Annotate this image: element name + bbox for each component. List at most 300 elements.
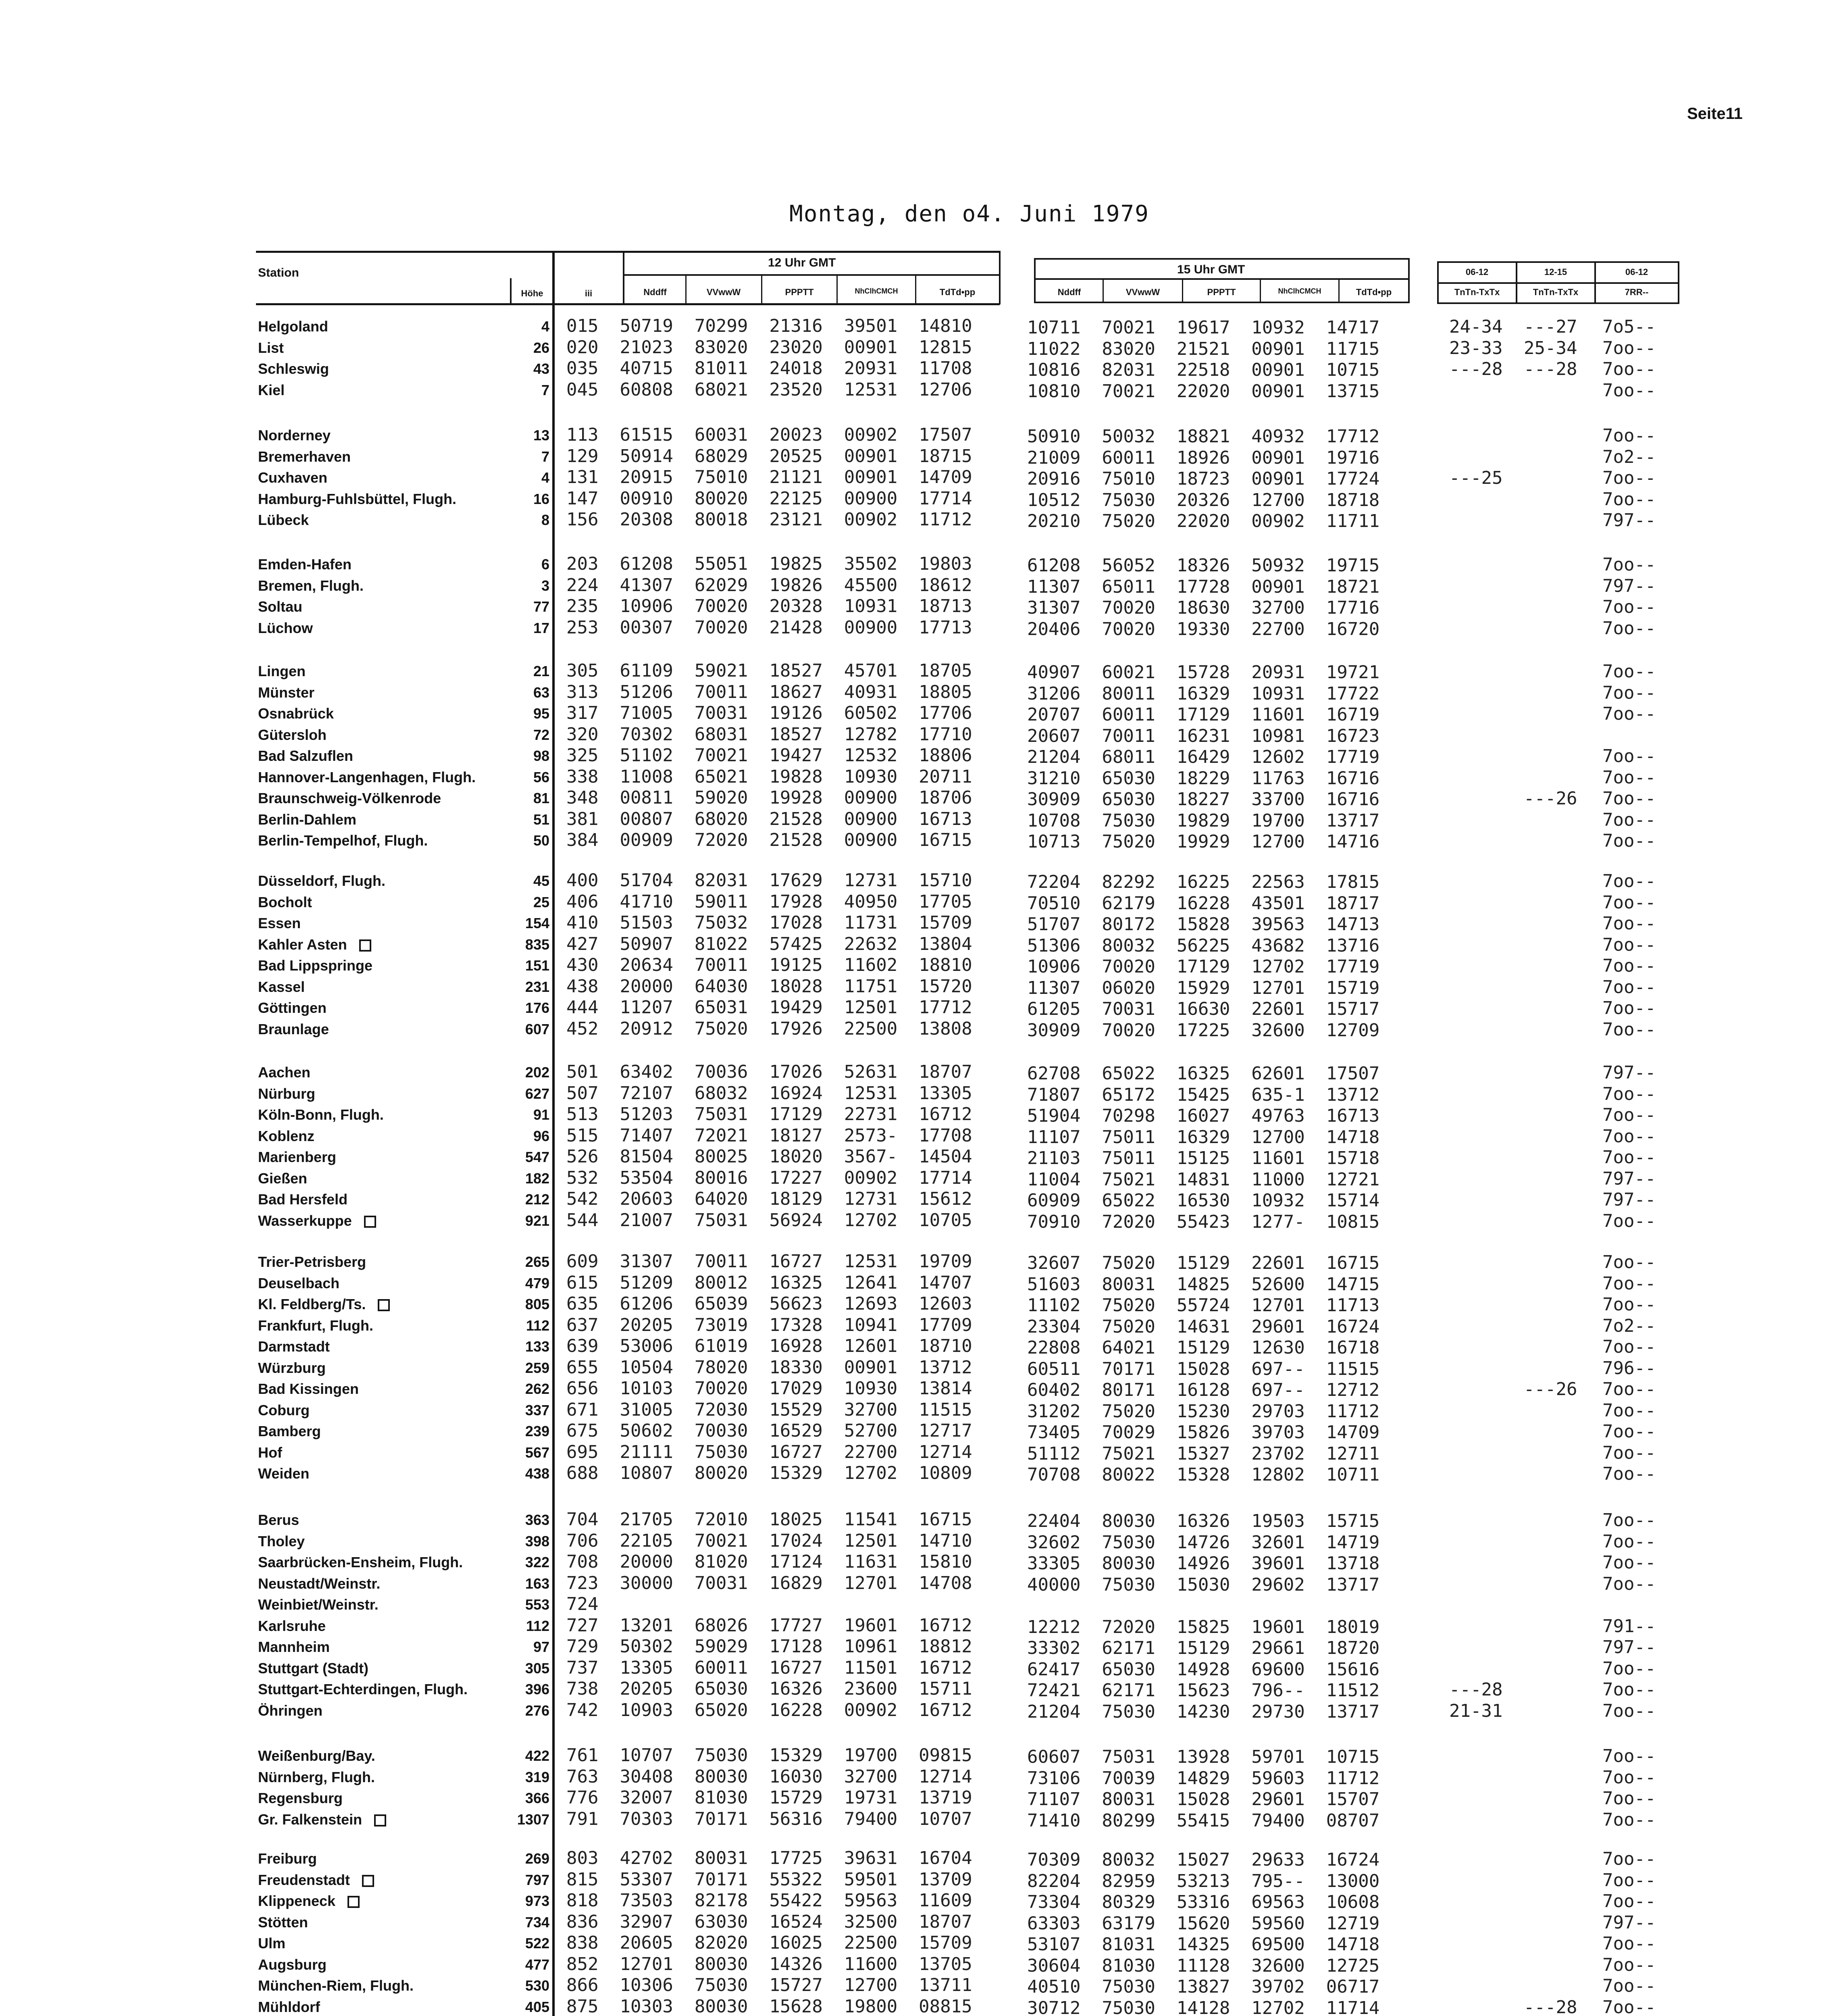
station-name: Hannover-Langenhagen, Flugh. <box>258 768 476 785</box>
station-name: Berus <box>258 1512 300 1528</box>
station-height: 522 <box>525 1935 549 1951</box>
header-12-cloud: NhClhCMCH <box>855 287 898 295</box>
obs-15-gmt: 60607 75031 13928 59701 10715 <box>1027 1747 1380 1767</box>
obs-12-gmt: 045 60808 68021 23520 12531 12706 <box>566 379 972 400</box>
obs-15-gmt: 21103 75011 15125 11601 15718 <box>1027 1148 1380 1168</box>
obs-15-gmt: 40510 75030 13827 39702 06717 <box>1027 1976 1380 1997</box>
extreme-top-rule <box>1437 261 1679 263</box>
range-12-15: 25-34 <box>1524 337 1577 358</box>
header-15-nddff: Nddff <box>1057 287 1081 297</box>
range-06-12-rr: 7oo-- <box>1602 1337 1656 1357</box>
obs-15-gmt: 21009 60011 18926 00901 19716 <box>1027 447 1380 468</box>
station-height: 154 <box>525 915 549 931</box>
station-name: Kl. Feldberg/Ts. <box>258 1296 390 1312</box>
station-name: Nürnberg, Flugh. <box>258 1768 375 1785</box>
extreme-sep-1 <box>1516 261 1517 304</box>
station-height: 6 <box>541 556 549 573</box>
station-height: 112 <box>526 1617 549 1634</box>
obs-12-gmt: 147 00910 80020 22125 00900 17714 <box>566 488 972 509</box>
obs-12-gmt: 410 51503 75032 17028 11731 15709 <box>566 912 972 933</box>
station-height: 16 <box>533 490 549 507</box>
station-name: Emden-Hafen <box>258 556 352 573</box>
station-name: Trier-Petrisberg <box>258 1254 366 1270</box>
range-06-12-rr: 7o5-- <box>1602 317 1656 337</box>
obs-12-gmt: 737 13305 60011 16727 11501 16712 <box>566 1657 972 1678</box>
station-height: 21 <box>533 663 549 679</box>
obs-12-gmt: 427 50907 81022 57425 22632 13804 <box>566 933 972 954</box>
obs-12-gmt: 818 73503 82178 55422 59563 11609 <box>566 1890 972 1911</box>
col-sep-1 <box>685 275 687 304</box>
range-06-12-rr: 7oo-- <box>1602 1294 1656 1315</box>
obs-15-gmt: 30604 81030 11128 32600 12725 <box>1027 1955 1380 1976</box>
obs-15-gmt: 51707 80172 15828 39563 14713 <box>1027 914 1380 935</box>
header-top-rule <box>256 251 1000 253</box>
station-height: 366 <box>525 1790 549 1806</box>
obs-12-gmt: 015 50719 70299 21316 39501 14810 <box>566 316 972 336</box>
station-name: Nürburg <box>258 1085 315 1102</box>
obs-12-gmt: 635 61206 65039 56623 12693 12603 <box>566 1293 972 1314</box>
obs-12-gmt: 406 41710 59011 17928 40950 17705 <box>566 891 972 912</box>
station-name: Lübeck <box>258 512 309 528</box>
obs-15-gmt: 73106 70039 14829 59603 11712 <box>1027 1768 1380 1789</box>
station-name: Kiel <box>258 381 285 398</box>
obs-15-gmt: 10906 70020 17129 12702 17719 <box>1027 956 1380 977</box>
obs-15-gmt: 33305 80030 14926 39601 13718 <box>1027 1553 1380 1574</box>
station-name: Berlin-Dahlem <box>258 811 357 828</box>
col-sep-4 <box>915 275 916 304</box>
obs-15-gmt: 70510 62179 16228 43501 18717 <box>1027 893 1380 914</box>
station-name: Bad Kissingen <box>258 1381 359 1397</box>
range-06-12-rr: 797-- <box>1602 1637 1656 1658</box>
station-height: 269 <box>525 1850 549 1867</box>
station-height: 56 <box>533 768 549 785</box>
obs-12-gmt: 253 00307 70020 21428 00900 17713 <box>566 617 972 638</box>
station-name: Bad Salzuflen <box>258 748 354 764</box>
range-06-12-rr: 7oo-- <box>1602 359 1656 379</box>
obs-15-gmt: 21204 68011 16429 12602 17719 <box>1027 747 1380 767</box>
range-06-12: ---28 <box>1449 359 1503 379</box>
obs-15-gmt: 60402 80171 16128 697-- 12712 <box>1027 1380 1380 1400</box>
range-06-12-rr: 7oo-- <box>1602 934 1656 955</box>
obs-15-gmt: 61208 56052 18326 50932 19715 <box>1027 555 1380 576</box>
obs-15-gmt: 20406 70020 19330 22700 16720 <box>1027 619 1380 639</box>
station-name: Ulm <box>258 1935 286 1951</box>
station-height: 97 <box>533 1639 549 1655</box>
obs-15-gmt: 31206 80011 16329 10931 17722 <box>1027 683 1380 704</box>
obs-15-gmt: 61205 70031 16630 22601 15717 <box>1027 999 1380 1019</box>
range-06-12-rr: 7oo-- <box>1602 682 1656 703</box>
col15-sep-1 <box>1103 279 1104 302</box>
obs-12-gmt: 655 10504 78020 18330 00901 13712 <box>566 1357 972 1378</box>
range-06-12-rr: 7oo-- <box>1602 1679 1656 1700</box>
range-06-12-rr: 7oo-- <box>1602 1147 1656 1168</box>
station-name: Wasserkuppe <box>258 1213 376 1229</box>
obs-15-gmt: 72204 82292 16225 22563 17815 <box>1027 872 1380 892</box>
station-height: 259 <box>525 1359 549 1376</box>
station-height: 4 <box>541 469 549 486</box>
station-height: 567 <box>525 1444 549 1461</box>
range-06-12-rr: 7oo-- <box>1602 831 1656 851</box>
header-range-2-sub: TnTn-TxTx <box>1533 287 1579 297</box>
station-height: 112 <box>526 1317 549 1334</box>
range-06-12-rr: 797-- <box>1602 1168 1656 1189</box>
obs-15-gmt: 33302 62171 15129 29661 18720 <box>1027 1638 1380 1658</box>
station-name: Bad Lippspringe <box>258 957 373 974</box>
station-height: 98 <box>533 748 549 764</box>
obs-15-gmt: 22808 64021 15129 12630 16718 <box>1027 1337 1380 1358</box>
header-12-dew: TdTd•pp <box>939 287 976 297</box>
range-06-12-rr: 797-- <box>1602 1189 1656 1210</box>
obs-15-gmt: 32607 75020 15129 22601 16715 <box>1027 1253 1380 1273</box>
col15-sep-3 <box>1260 279 1261 302</box>
range-12-15: ---27 <box>1524 317 1577 337</box>
station-height: 479 <box>525 1275 549 1291</box>
obs-12-gmt: 875 10303 80030 15628 19800 08815 <box>566 1996 972 2016</box>
obs-15-gmt: 32602 75030 14726 32601 14719 <box>1027 1532 1380 1553</box>
range-06-12-rr: 7oo-- <box>1602 913 1656 934</box>
extreme-mid-rule <box>1437 282 1679 284</box>
obs-12-gmt: 791 70303 70171 56316 79400 10707 <box>566 1808 972 1829</box>
header-15-dew: TdTd•pp <box>1356 287 1392 297</box>
station-height: 797 <box>525 1871 549 1888</box>
obs-12-gmt: 532 53504 80016 17227 00902 17714 <box>566 1167 972 1188</box>
station-name: Coburg <box>258 1402 310 1418</box>
obs-12-gmt: 776 32007 81030 15729 19731 13719 <box>566 1787 972 1808</box>
range-06-12-rr: 7oo-- <box>1602 746 1656 766</box>
station-name: Deuselbach <box>258 1275 340 1291</box>
range-06-12-rr: 7oo-- <box>1602 1809 1656 1830</box>
station-height: 212 <box>525 1191 549 1208</box>
obs-15-gmt: 30712 75030 14128 12702 11714 <box>1027 1997 1380 2016</box>
obs-15-gmt: 11004 75021 14831 11000 12721 <box>1027 1169 1380 1190</box>
obs-15-gmt: 11107 75011 16329 12700 14718 <box>1027 1127 1380 1148</box>
station-name: Hamburg-Fuhlsbüttel, Flugh. <box>258 490 456 507</box>
obs-15-gmt: 70309 80032 15027 29633 16724 <box>1027 1849 1380 1870</box>
station-height: 1307 <box>517 1811 549 1828</box>
obs-12-gmt: 452 20912 75020 17926 22500 13808 <box>566 1018 972 1039</box>
station-height: 13 <box>533 427 549 444</box>
obs-15-gmt: 51112 75021 15327 23702 12711 <box>1027 1443 1380 1464</box>
open-square-icon <box>378 1299 390 1311</box>
station-name: Hof <box>258 1444 282 1461</box>
station-name: Mühldorf <box>258 1998 320 2015</box>
header15-bottom-rule <box>1034 302 1409 303</box>
obs-12-gmt: 131 20915 75010 21121 00901 14709 <box>566 467 972 487</box>
range-06-12-rr: 7oo-- <box>1602 1531 1656 1552</box>
obs-12-gmt: 609 31307 70011 16727 12531 19709 <box>566 1251 972 1272</box>
obs-15-gmt: 73304 80329 53316 69563 10608 <box>1027 1892 1380 1912</box>
station-height: 265 <box>525 1254 549 1270</box>
range-06-12-rr: 7oo-- <box>1602 767 1656 788</box>
range-06-12-rr: 7oo-- <box>1602 1976 1656 1996</box>
hoehe-col-rule <box>552 251 555 2016</box>
station-name: Braunschweig-Völkenrode <box>258 790 441 806</box>
page-number: Seite11 <box>1687 105 1743 123</box>
obs-15-gmt: 40000 75030 15030 29602 13717 <box>1027 1574 1380 1595</box>
extreme-right-rule <box>1678 261 1679 304</box>
range-06-12-rr: 7oo-- <box>1602 1954 1656 1975</box>
obs-12-gmt: 501 63402 70036 17026 52631 18707 <box>566 1062 972 1082</box>
range-06-12-rr: 7oo-- <box>1602 1997 1656 2016</box>
header-sub-rule <box>623 274 1000 276</box>
obs-12-gmt: 656 10103 70020 17029 10930 13814 <box>566 1378 972 1399</box>
station-name: Göttingen <box>258 1000 327 1016</box>
page-title: Montag, den o4. Juni 1979 <box>789 201 1149 227</box>
obs-12-gmt: 671 31005 72030 15529 32700 11515 <box>566 1399 972 1420</box>
range-06-12-rr: 7oo-- <box>1602 468 1656 488</box>
range-06-12-rr: 791-- <box>1602 1616 1656 1637</box>
range-06-12-rr: 7oo-- <box>1602 1105 1656 1125</box>
obs-12-gmt: 515 71407 72021 18127 2573- 17708 <box>566 1125 972 1146</box>
range-06-12: 23-33 <box>1449 337 1503 358</box>
obs-12-gmt: 866 10306 75030 15727 12700 13711 <box>566 1975 972 1995</box>
station-height: 151 <box>525 957 549 974</box>
station-name: München-Riem, Flugh. <box>258 1977 414 1994</box>
range-06-12-rr: 7oo-- <box>1602 1126 1656 1147</box>
header-range-2: 12-15 <box>1544 267 1567 277</box>
station-name: Helgoland <box>258 318 329 335</box>
station-name: Soltau <box>258 598 303 615</box>
header-range-3: 06-12 <box>1625 267 1648 277</box>
obs-15-gmt: 31307 70020 18630 32700 17716 <box>1027 598 1380 618</box>
obs-12-gmt: 156 20308 80018 23121 00902 11712 <box>566 509 972 530</box>
station-height: 973 <box>525 1893 549 1909</box>
header-hoehe: Höhe <box>521 288 543 298</box>
obs-15-gmt: 50910 50032 18821 40932 17712 <box>1027 426 1380 447</box>
station-name: Koblenz <box>258 1127 314 1144</box>
obs-15-gmt: 10711 70021 19617 10932 14717 <box>1027 317 1380 338</box>
header-12-vvwww: VVwwW <box>706 287 741 297</box>
range-06-12-rr: 7oo-- <box>1602 1891 1656 1912</box>
col15-sep-2 <box>1182 279 1183 302</box>
obs-12-gmt: 320 70302 68031 18527 12782 17710 <box>566 724 972 745</box>
obs-12-gmt: 444 11207 65031 19429 12501 17712 <box>566 997 972 1018</box>
obs-15-gmt: 71807 65172 15425 635-1 13712 <box>1027 1084 1380 1105</box>
open-square-icon <box>374 1814 386 1826</box>
station-height: 231 <box>525 978 549 995</box>
obs-15-gmt: 53107 81031 14325 69500 14718 <box>1027 1934 1380 1955</box>
station-name: Aachen <box>258 1064 311 1081</box>
obs-15-gmt: 71107 80031 15028 29601 15707 <box>1027 1789 1380 1810</box>
range-06-12-rr: 7oo-- <box>1602 871 1656 891</box>
obs-15-gmt: 51904 70298 16027 49763 16713 <box>1027 1106 1380 1126</box>
range-06-12-rr: 7oo-- <box>1602 1421 1656 1442</box>
obs-15-gmt: 11022 83020 21521 00901 11715 <box>1027 338 1380 359</box>
open-square-icon <box>362 1875 374 1887</box>
obs-15-gmt: 62417 65030 14928 69600 15616 <box>1027 1659 1380 1680</box>
obs-12-gmt: 513 51203 75031 17129 22731 16712 <box>566 1104 972 1125</box>
obs-12-gmt: 113 61515 60031 20023 00902 17507 <box>566 425 972 445</box>
obs-12-gmt: 724 <box>566 1594 599 1614</box>
station-name: Bad Hersfeld <box>258 1191 348 1208</box>
range-06-12: 21-31 <box>1449 1700 1503 1721</box>
range-06-12-rr: 7oo-- <box>1602 1767 1656 1788</box>
col15-sep-4 <box>1338 279 1340 302</box>
obs-12-gmt: 836 32907 63030 16524 32500 18707 <box>566 1911 972 1932</box>
range-06-12-rr: 7oo-- <box>1602 1788 1656 1809</box>
header15-sub-rule <box>1034 278 1409 280</box>
header-bottom-rule <box>256 303 1000 305</box>
obs-15-gmt: 60511 70171 15028 697-- 11515 <box>1027 1358 1380 1379</box>
station-height: 81 <box>533 790 549 806</box>
extreme-sep-2 <box>1594 261 1596 304</box>
station-name: Augsburg <box>258 1956 327 1973</box>
obs-15-gmt: 20607 70011 16231 10981 16723 <box>1027 725 1380 746</box>
station-name: Frankfurt, Flugh. <box>258 1317 373 1334</box>
station-name: Köln-Bonn, Flugh. <box>258 1106 384 1123</box>
range-12-15: ---26 <box>1524 1379 1577 1400</box>
header-range-1: 06-12 <box>1465 267 1489 277</box>
obs-12-gmt: 706 22105 70021 17024 12501 14710 <box>566 1530 972 1551</box>
station-name: Weiden <box>258 1465 310 1482</box>
obs-12-gmt: 688 10807 80020 15329 12702 10809 <box>566 1463 972 1483</box>
station-height: 363 <box>525 1512 549 1528</box>
obs-12-gmt: 384 00909 72020 21528 00900 16715 <box>566 830 972 850</box>
range-06-12-rr: 7oo-- <box>1602 704 1656 724</box>
station-height: 77 <box>533 598 549 615</box>
station-name: Gr. Falkenstein <box>258 1812 386 1828</box>
obs-15-gmt: 20916 75010 18723 00901 17724 <box>1027 469 1380 489</box>
station-height: 72 <box>533 726 549 743</box>
range-06-12-rr: 7oo-- <box>1602 337 1656 358</box>
header-range-1-sub: TnTn-TxTx <box>1454 287 1500 297</box>
station-height: 405 <box>525 1998 549 2015</box>
col-sep-2 <box>761 275 762 304</box>
station-height: 607 <box>525 1020 549 1037</box>
range-06-12-rr: 7oo-- <box>1602 809 1656 830</box>
range-06-12: ---25 <box>1449 468 1503 488</box>
station-height: 25 <box>533 893 549 910</box>
station-height: 17 <box>533 619 549 636</box>
station-height: 921 <box>525 1212 549 1229</box>
obs-12-gmt: 400 51704 82031 17629 12731 15710 <box>566 870 972 891</box>
header15-right-rule <box>1408 258 1410 303</box>
obs-15-gmt: 22404 80030 16326 19503 15715 <box>1027 1511 1380 1531</box>
station-height: 438 <box>525 1465 549 1482</box>
obs-12-gmt: 313 51206 70011 18627 40931 18805 <box>566 681 972 702</box>
range-06-12-rr: 7oo-- <box>1602 1252 1656 1272</box>
range-06-12-rr: 797-- <box>1602 575 1656 596</box>
obs-12-gmt: 815 53307 70171 55322 59501 13709 <box>566 1869 972 1890</box>
range-06-12-rr: 7oo-- <box>1602 1658 1656 1679</box>
obs-12-gmt: 727 13201 68026 17727 19601 16712 <box>566 1615 972 1636</box>
station-height: 8 <box>541 512 549 528</box>
range-06-12-rr: 7oo-- <box>1602 977 1656 998</box>
obs-12-gmt: 695 21111 75030 16727 22700 12714 <box>566 1441 972 1462</box>
station-col-rule <box>510 278 512 304</box>
obs-15-gmt: 73405 70029 15826 39703 14709 <box>1027 1422 1380 1443</box>
station-height: 95 <box>533 705 549 722</box>
range-12-15: ---28 <box>1524 359 1577 379</box>
obs-15-gmt: 60909 65022 16530 10932 15714 <box>1027 1190 1380 1211</box>
station-name: Mannheim <box>258 1639 330 1655</box>
station-height: 51 <box>533 811 549 828</box>
station-height: 96 <box>533 1127 549 1144</box>
station-name: Weinbiet/Weinstr. <box>258 1596 379 1613</box>
obs-15-gmt: 70708 80022 15328 12802 10711 <box>1027 1464 1380 1485</box>
obs-12-gmt: 129 50914 68029 20525 00901 18715 <box>566 446 972 467</box>
obs-12-gmt: 761 10707 75030 15329 19700 09815 <box>566 1745 972 1766</box>
station-height: 176 <box>525 1000 549 1016</box>
station-height: 182 <box>525 1170 549 1187</box>
station-height: 50 <box>533 832 549 849</box>
obs-15-gmt: 10708 75030 19829 19700 13717 <box>1027 810 1380 831</box>
station-height: 398 <box>525 1533 549 1549</box>
header-15-cloud: NhClhCMCH <box>1278 287 1321 295</box>
obs-12-gmt: 763 30408 80030 16030 32700 12714 <box>566 1766 972 1787</box>
obs-12-gmt: 729 50302 59029 17128 10961 18812 <box>566 1636 972 1657</box>
station-height: 305 <box>525 1660 549 1677</box>
station-height: 163 <box>525 1575 549 1592</box>
station-height: 202 <box>525 1064 549 1081</box>
station-name: Bremerhaven <box>258 448 351 465</box>
range-06-12-rr: 7oo-- <box>1602 380 1656 401</box>
station-height: 7 <box>541 381 549 398</box>
station-name: Weißenburg/Bay. <box>258 1747 375 1764</box>
station-height: 835 <box>525 936 549 953</box>
range-06-12-rr: 7o2-- <box>1602 446 1656 467</box>
station-name: Saarbrücken-Ensheim, Flugh. <box>258 1554 463 1570</box>
obs-15-gmt: 62708 65022 16325 62601 17507 <box>1027 1063 1380 1084</box>
obs-15-gmt: 10713 75020 19929 12700 14716 <box>1027 831 1380 852</box>
station-name: Bremen, Flugh. <box>258 577 364 594</box>
obs-15-gmt: 31202 75020 15230 29703 11712 <box>1027 1401 1380 1422</box>
obs-12-gmt: 675 50602 70030 16529 52700 12717 <box>566 1420 972 1441</box>
station-name: Osnabrück <box>258 705 334 722</box>
range-06-12-rr: 7o2-- <box>1602 1315 1656 1336</box>
range-06-12-rr: 7oo-- <box>1602 1849 1656 1869</box>
station-height: 322 <box>525 1554 549 1570</box>
obs-12-gmt: 020 21023 83020 23020 00901 12815 <box>566 337 972 358</box>
obs-15-gmt: 70910 72020 55423 1277- 10815 <box>1027 1211 1380 1232</box>
obs-12-gmt: 704 21705 72010 18025 11541 16715 <box>566 1509 972 1530</box>
obs-15-gmt: 51306 80032 56225 43682 13716 <box>1027 935 1380 956</box>
range-06-12-rr: 7oo-- <box>1602 618 1656 639</box>
obs-12-gmt: 507 72107 68032 16924 12531 13305 <box>566 1083 972 1104</box>
station-height: 3 <box>541 577 549 594</box>
range-06-12: 24-34 <box>1449 317 1503 337</box>
obs-12-gmt: 235 10906 70020 20328 10931 18713 <box>566 596 972 616</box>
station-name: Stuttgart (Stadt) <box>258 1660 368 1677</box>
station-name: Klippeneck <box>258 1893 360 1909</box>
iii-col-rule <box>623 251 624 304</box>
header15-left-rule <box>1034 258 1036 303</box>
obs-12-gmt: 639 53006 61019 16928 12601 18710 <box>566 1336 972 1356</box>
obs-15-gmt: 11307 65011 17728 00901 18721 <box>1027 576 1380 597</box>
obs-15-gmt: 30909 65030 18227 33700 16716 <box>1027 789 1380 810</box>
station-height: 553 <box>525 1596 549 1613</box>
obs-12-gmt: 708 20000 81020 17124 11631 15810 <box>566 1552 972 1572</box>
station-name: Freiburg <box>258 1850 317 1867</box>
obs-12-gmt: 615 51209 80012 16325 12641 14707 <box>566 1272 972 1293</box>
col-sep-3 <box>836 275 838 304</box>
obs-15-gmt: 12212 72020 15825 19601 18019 <box>1027 1616 1380 1637</box>
range-06-12-rr: 7oo-- <box>1602 1700 1656 1721</box>
station-name: Darmstadt <box>258 1338 330 1355</box>
header-group-12: 12 Uhr GMT <box>768 256 836 269</box>
obs-12-gmt: 035 40715 81011 24018 20931 11708 <box>566 358 972 379</box>
range-06-12-rr: 7oo-- <box>1602 1400 1656 1421</box>
extreme-bottom-rule <box>1437 302 1679 304</box>
station-height: 239 <box>525 1423 549 1439</box>
obs-12-gmt: 852 12701 80030 14326 11600 13705 <box>566 1954 972 1974</box>
station-height: 627 <box>525 1085 549 1102</box>
obs-15-gmt: 72421 62171 15623 796-- 11512 <box>1027 1680 1380 1701</box>
extreme-left-rule <box>1437 261 1439 304</box>
obs-12-gmt: 381 00807 68020 21528 00900 16713 <box>566 808 972 829</box>
range-06-12-rr: 7oo-- <box>1602 788 1656 809</box>
range-06-12-rr: 7oo-- <box>1602 1552 1656 1573</box>
